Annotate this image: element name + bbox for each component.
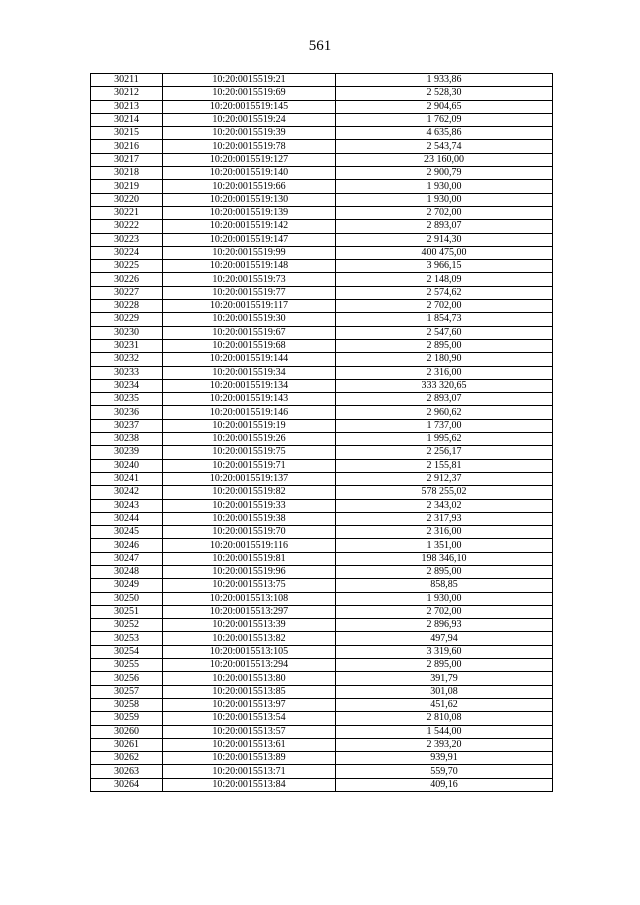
row-number-cell: 30237 <box>91 419 163 432</box>
cadastral-number-cell: 10:20:0015513:82 <box>163 632 336 645</box>
cadastral-number-cell: 10:20:0015519:21 <box>163 74 336 87</box>
table-row <box>91 605 553 618</box>
cadastral-number-cell: 10:20:0015519:139 <box>163 206 336 219</box>
row-number-cell: 30255 <box>91 659 163 672</box>
value-cell: 2 180,90 <box>336 353 553 366</box>
table-row <box>91 127 553 140</box>
row-number-cell: 30252 <box>91 619 163 632</box>
table-row <box>91 406 553 419</box>
value-cell: 2 148,09 <box>336 273 553 286</box>
table-row <box>91 512 553 525</box>
row-number-cell: 30224 <box>91 246 163 259</box>
row-number-cell: 30226 <box>91 273 163 286</box>
row-number-cell: 30213 <box>91 100 163 113</box>
table-row <box>91 752 553 765</box>
row-number-cell: 30234 <box>91 379 163 392</box>
row-number-cell: 30222 <box>91 220 163 233</box>
value-cell: 1 854,73 <box>336 313 553 326</box>
cadastral-number-cell: 10:20:0015519:145 <box>163 100 336 113</box>
table-row <box>91 526 553 539</box>
value-cell: 1 995,62 <box>336 433 553 446</box>
table-row <box>91 100 553 113</box>
row-number-cell: 30236 <box>91 406 163 419</box>
value-cell: 3 319,60 <box>336 645 553 658</box>
value-cell: 2 256,17 <box>336 446 553 459</box>
table-row <box>91 353 553 366</box>
row-number-cell: 30230 <box>91 326 163 339</box>
row-number-cell: 30264 <box>91 778 163 791</box>
table-row <box>91 206 553 219</box>
cadastral-number-cell: 10:20:0015519:140 <box>163 167 336 180</box>
cadastral-number-cell: 10:20:0015519:96 <box>163 565 336 578</box>
table-row <box>91 260 553 273</box>
row-number-cell: 30228 <box>91 300 163 313</box>
value-cell: 23 160,00 <box>336 153 553 166</box>
cadastral-number-cell: 10:20:0015519:137 <box>163 472 336 485</box>
row-number-cell: 30241 <box>91 472 163 485</box>
value-cell: 1 930,00 <box>336 592 553 605</box>
cadastral-number-cell: 10:20:0015519:71 <box>163 459 336 472</box>
cadastral-number-cell: 10:20:0015513:80 <box>163 672 336 685</box>
row-number-cell: 30251 <box>91 605 163 618</box>
table-row <box>91 233 553 246</box>
row-number-cell: 30250 <box>91 592 163 605</box>
cadastral-number-cell: 10:20:0015519:73 <box>163 273 336 286</box>
value-cell: 2 574,62 <box>336 286 553 299</box>
row-number-cell: 30221 <box>91 206 163 219</box>
value-cell: 578 255,02 <box>336 486 553 499</box>
cadastral-number-cell: 10:20:0015513:39 <box>163 619 336 632</box>
cadastral-number-cell: 10:20:0015519:39 <box>163 127 336 140</box>
table-row <box>91 712 553 725</box>
table-row <box>91 246 553 259</box>
row-number-cell: 30217 <box>91 153 163 166</box>
row-number-cell: 30239 <box>91 446 163 459</box>
table-row <box>91 446 553 459</box>
table-row <box>91 672 553 685</box>
row-number-cell: 30232 <box>91 353 163 366</box>
cadastral-number-cell: 10:20:0015513:54 <box>163 712 336 725</box>
row-number-cell: 30254 <box>91 645 163 658</box>
row-number-cell: 30262 <box>91 752 163 765</box>
cadastral-number-cell: 10:20:0015519:69 <box>163 87 336 100</box>
value-cell: 1 544,00 <box>336 725 553 738</box>
row-number-cell: 30257 <box>91 685 163 698</box>
row-number-cell: 30247 <box>91 552 163 565</box>
table-row <box>91 326 553 339</box>
value-cell: 1 737,00 <box>336 419 553 432</box>
value-cell: 1 930,00 <box>336 180 553 193</box>
row-number-cell: 30238 <box>91 433 163 446</box>
cadastral-number-cell: 10:20:0015519:67 <box>163 326 336 339</box>
row-number-cell: 30243 <box>91 499 163 512</box>
value-cell: 1 930,00 <box>336 193 553 206</box>
value-cell: 2 155,81 <box>336 459 553 472</box>
cadastral-number-cell: 10:20:0015519:33 <box>163 499 336 512</box>
row-number-cell: 30216 <box>91 140 163 153</box>
cadastral-number-cell: 10:20:0015513:89 <box>163 752 336 765</box>
table-row <box>91 433 553 446</box>
table-row <box>91 366 553 379</box>
cadastral-number-cell: 10:20:0015519:38 <box>163 512 336 525</box>
row-number-cell: 30263 <box>91 765 163 778</box>
value-cell: 2 895,00 <box>336 565 553 578</box>
table-row <box>91 339 553 352</box>
table-row <box>91 379 553 392</box>
table-row <box>91 313 553 326</box>
value-cell: 2 912,37 <box>336 472 553 485</box>
cadastral-number-cell: 10:20:0015519:34 <box>163 366 336 379</box>
row-number-cell: 30215 <box>91 127 163 140</box>
table-row <box>91 472 553 485</box>
table-row <box>91 645 553 658</box>
table-row <box>91 300 553 313</box>
cadastral-number-cell: 10:20:0015519:19 <box>163 419 336 432</box>
value-cell: 2 316,00 <box>336 366 553 379</box>
value-cell: 2 316,00 <box>336 526 553 539</box>
table-row <box>91 738 553 751</box>
row-number-cell: 30233 <box>91 366 163 379</box>
value-cell: 2 904,65 <box>336 100 553 113</box>
value-cell: 2 702,00 <box>336 605 553 618</box>
value-cell: 2 317,93 <box>336 512 553 525</box>
table-row <box>91 486 553 499</box>
cadastral-number-cell: 10:20:0015519:66 <box>163 180 336 193</box>
table-row <box>91 419 553 432</box>
value-cell: 198 346,10 <box>336 552 553 565</box>
cadastral-number-cell: 10:20:0015519:148 <box>163 260 336 273</box>
cadastral-number-cell: 10:20:0015519:68 <box>163 339 336 352</box>
table-row <box>91 619 553 632</box>
cadastral-number-cell: 10:20:0015519:117 <box>163 300 336 313</box>
cadastral-number-cell: 10:20:0015519:26 <box>163 433 336 446</box>
row-number-cell: 30212 <box>91 87 163 100</box>
row-number-cell: 30245 <box>91 526 163 539</box>
cadastral-number-cell: 10:20:0015519:75 <box>163 446 336 459</box>
table-row <box>91 393 553 406</box>
row-number-cell: 30249 <box>91 579 163 592</box>
row-number-cell: 30211 <box>91 74 163 87</box>
value-cell: 400 475,00 <box>336 246 553 259</box>
page-number: 561 <box>308 38 332 54</box>
table-row <box>91 286 553 299</box>
table-row <box>91 273 553 286</box>
cadastral-number-cell: 10:20:0015519:24 <box>163 113 336 126</box>
table-row <box>91 140 553 153</box>
cadastral-number-cell: 10:20:0015519:144 <box>163 353 336 366</box>
cadastral-number-cell: 10:20:0015519:81 <box>163 552 336 565</box>
row-number-cell: 30235 <box>91 393 163 406</box>
cadastral-number-cell: 10:20:0015519:146 <box>163 406 336 419</box>
cadastral-number-cell: 10:20:0015513:297 <box>163 605 336 618</box>
value-cell: 2 895,00 <box>336 659 553 672</box>
value-cell: 4 635,86 <box>336 127 553 140</box>
value-cell: 2 702,00 <box>336 300 553 313</box>
cadastral-number-cell: 10:20:0015519:127 <box>163 153 336 166</box>
table-row <box>91 193 553 206</box>
value-cell: 301,08 <box>336 685 553 698</box>
value-cell: 497,94 <box>336 632 553 645</box>
cadastral-number-cell: 10:20:0015519:116 <box>163 539 336 552</box>
value-cell: 2 528,30 <box>336 87 553 100</box>
row-number-cell: 30218 <box>91 167 163 180</box>
row-number-cell: 30244 <box>91 512 163 525</box>
table-row <box>91 765 553 778</box>
value-cell: 2 900,79 <box>336 167 553 180</box>
value-cell: 409,16 <box>336 778 553 791</box>
row-number-cell: 30225 <box>91 260 163 273</box>
value-cell: 333 320,65 <box>336 379 553 392</box>
table-row <box>91 565 553 578</box>
row-number-cell: 30248 <box>91 565 163 578</box>
table-row <box>91 167 553 180</box>
cadastral-number-cell: 10:20:0015519:30 <box>163 313 336 326</box>
table-row <box>91 220 553 233</box>
cadastral-number-cell: 10:20:0015519:134 <box>163 379 336 392</box>
table-row <box>91 113 553 126</box>
row-number-cell: 30258 <box>91 698 163 711</box>
cadastral-number-cell: 10:20:0015513:97 <box>163 698 336 711</box>
value-cell: 2 543,74 <box>336 140 553 153</box>
cadastral-number-cell: 10:20:0015513:84 <box>163 778 336 791</box>
row-number-cell: 30229 <box>91 313 163 326</box>
value-cell: 1 933,86 <box>336 74 553 87</box>
cadastral-number-cell: 10:20:0015519:77 <box>163 286 336 299</box>
row-number-cell: 30231 <box>91 339 163 352</box>
cadastral-number-cell: 10:20:0015519:130 <box>163 193 336 206</box>
table-row <box>91 74 553 87</box>
row-number-cell: 30261 <box>91 738 163 751</box>
cadastral-number-cell: 10:20:0015513:108 <box>163 592 336 605</box>
table-row <box>91 180 553 193</box>
value-cell: 2 960,62 <box>336 406 553 419</box>
table-row <box>91 778 553 791</box>
value-cell: 2 547,60 <box>336 326 553 339</box>
value-cell: 391,79 <box>336 672 553 685</box>
row-number-cell: 30220 <box>91 193 163 206</box>
value-cell: 858,85 <box>336 579 553 592</box>
cadastral-number-cell: 10:20:0015513:71 <box>163 765 336 778</box>
row-number-cell: 30259 <box>91 712 163 725</box>
row-number-cell: 30260 <box>91 725 163 738</box>
value-cell: 451,62 <box>336 698 553 711</box>
table-row <box>91 579 553 592</box>
value-cell: 2 893,07 <box>336 393 553 406</box>
value-cell: 2 702,00 <box>336 206 553 219</box>
value-cell: 1 762,09 <box>336 113 553 126</box>
row-number-cell: 30223 <box>91 233 163 246</box>
cadastral-number-cell: 10:20:0015513:57 <box>163 725 336 738</box>
value-cell: 2 895,00 <box>336 339 553 352</box>
cadastral-number-cell: 10:20:0015513:85 <box>163 685 336 698</box>
cadastral-number-cell: 10:20:0015519:142 <box>163 220 336 233</box>
cadastral-number-cell: 10:20:0015519:78 <box>163 140 336 153</box>
table-row <box>91 153 553 166</box>
cadastral-number-cell: 10:20:0015519:82 <box>163 486 336 499</box>
table-row <box>91 499 553 512</box>
value-cell: 939,91 <box>336 752 553 765</box>
value-cell: 2 343,02 <box>336 499 553 512</box>
table-row <box>91 725 553 738</box>
cadastral-number-cell: 10:20:0015513:294 <box>163 659 336 672</box>
table-row <box>91 87 553 100</box>
row-number-cell: 30219 <box>91 180 163 193</box>
table-row <box>91 539 553 552</box>
cadastral-number-cell: 10:20:0015513:75 <box>163 579 336 592</box>
table-body <box>91 74 553 792</box>
row-number-cell: 30214 <box>91 113 163 126</box>
row-number-cell: 30256 <box>91 672 163 685</box>
row-number-cell: 30242 <box>91 486 163 499</box>
value-cell: 559,70 <box>336 765 553 778</box>
value-cell: 2 810,08 <box>336 712 553 725</box>
value-cell: 1 351,00 <box>336 539 553 552</box>
value-cell: 2 914,30 <box>336 233 553 246</box>
value-cell: 2 393,20 <box>336 738 553 751</box>
cadastral-number-cell: 10:20:0015519:99 <box>163 246 336 259</box>
row-number-cell: 30227 <box>91 286 163 299</box>
table-row <box>91 632 553 645</box>
row-number-cell: 30253 <box>91 632 163 645</box>
table-row <box>91 592 553 605</box>
cadastral-number-cell: 10:20:0015519:147 <box>163 233 336 246</box>
value-cell: 3 966,15 <box>336 260 553 273</box>
row-number-cell: 30246 <box>91 539 163 552</box>
cadastral-number-cell: 10:20:0015519:70 <box>163 526 336 539</box>
row-number-cell: 30240 <box>91 459 163 472</box>
value-cell: 2 896,93 <box>336 619 553 632</box>
cadastral-number-cell: 10:20:0015513:105 <box>163 645 336 658</box>
value-cell: 2 893,07 <box>336 220 553 233</box>
cadastral-table <box>90 73 553 792</box>
cadastral-number-cell: 10:20:0015513:61 <box>163 738 336 751</box>
table-row <box>91 659 553 672</box>
table-row <box>91 685 553 698</box>
table-row <box>91 552 553 565</box>
table-row <box>91 459 553 472</box>
table-row <box>91 698 553 711</box>
cadastral-number-cell: 10:20:0015519:143 <box>163 393 336 406</box>
